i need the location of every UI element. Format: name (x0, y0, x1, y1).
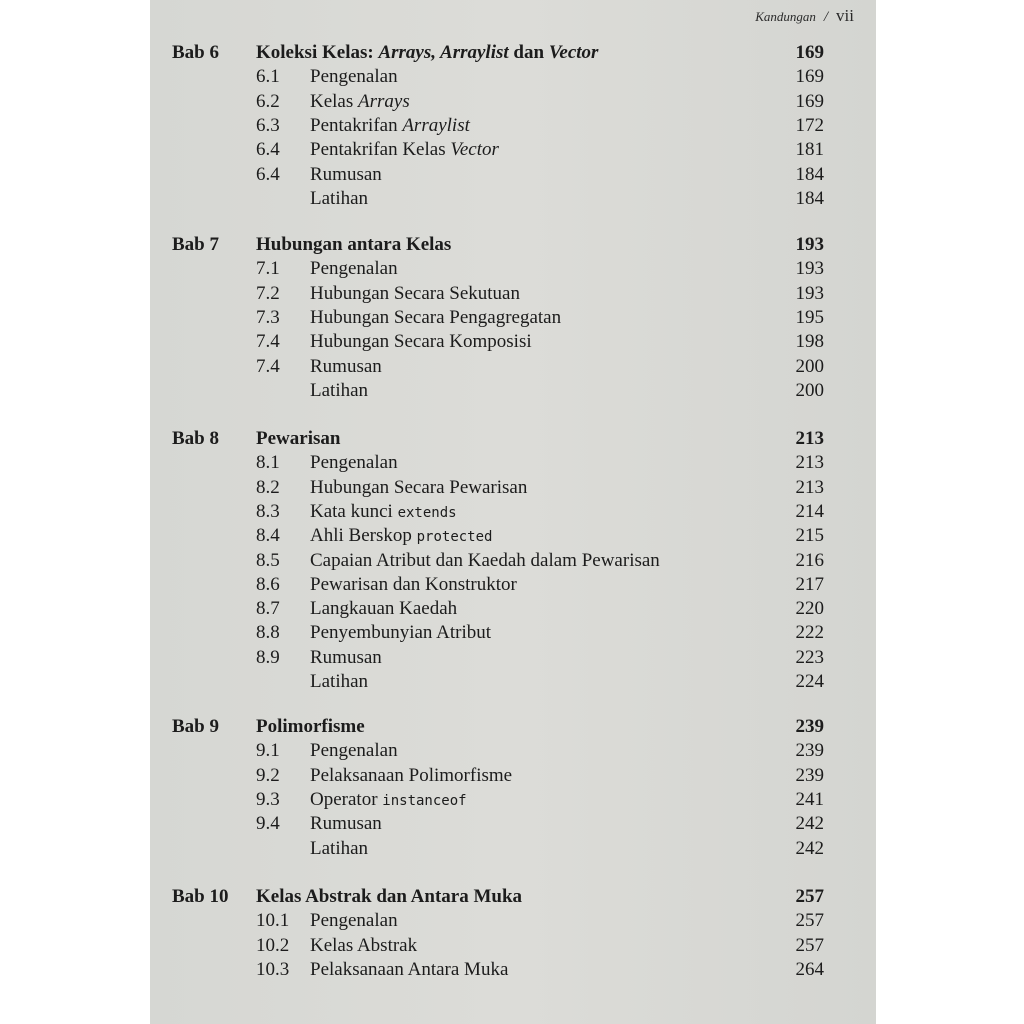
section-row (150, 283, 876, 309)
section-page: 241 (795, 788, 824, 810)
section-number: 10.2 (256, 934, 290, 956)
section-number: 8.6 (256, 573, 280, 595)
section-page: 193 (795, 282, 824, 304)
chapter-row (150, 716, 876, 742)
section-page: 242 (795, 837, 824, 859)
title-text: Langkauan Kaedah (310, 598, 458, 620)
title-text: Capaian Atribut dan Kaedah dalam Pewarisan (310, 549, 660, 571)
section-page: 193 (795, 258, 824, 280)
section-title (310, 66, 398, 88)
section-page: 216 (795, 549, 824, 571)
section-page: 214 (795, 500, 824, 522)
chapter-title (256, 428, 340, 450)
exercise-row (150, 188, 876, 214)
section-number: 9.4 (256, 813, 280, 835)
section-page: 200 (795, 355, 824, 377)
chapter-title (256, 716, 365, 738)
section-title (310, 935, 417, 957)
section-page: 224 (795, 671, 824, 692)
section-row (150, 550, 876, 576)
title-text: Rumusan (310, 355, 382, 377)
title-text: Rumusan (310, 813, 382, 835)
section-row (150, 115, 876, 141)
title-text: Latihan (310, 671, 369, 692)
section-number: 10.3 (256, 958, 290, 980)
chapter-page: 213 (795, 428, 824, 449)
title-text: Polimorfisme (256, 716, 365, 737)
chapter-page: 257 (795, 886, 824, 907)
code-keyword: extends (397, 504, 457, 521)
section-title (310, 910, 398, 932)
section-title (310, 959, 508, 981)
section-title (310, 813, 382, 835)
title-text: Koleksi Kelas: (256, 42, 379, 63)
section-page: 169 (795, 90, 824, 112)
section-page: 220 (795, 598, 824, 620)
section-number: 6.4 (256, 139, 280, 161)
section-title (310, 740, 398, 762)
section-title (310, 452, 398, 474)
section-number: 7.3 (256, 306, 280, 328)
section-title (310, 671, 368, 693)
section-row (150, 91, 876, 117)
section-number: 8.3 (256, 500, 280, 522)
section-title (310, 647, 382, 669)
title-text: Latihan (310, 837, 369, 859)
section-page: 223 (795, 646, 824, 668)
running-head-page: vii (836, 6, 854, 25)
section-page: 181 (795, 139, 824, 161)
title-text: Kelas Abstrak (310, 934, 418, 956)
section-row (150, 164, 876, 190)
section-title (310, 598, 457, 620)
section-number: 10.1 (256, 910, 290, 932)
section-row (150, 501, 876, 527)
section-title (310, 115, 470, 137)
section-title (310, 331, 532, 353)
title-text: Penyembunyian Atribut (310, 622, 492, 644)
section-number: 8.9 (256, 646, 280, 668)
title-text: Operator (310, 788, 383, 810)
chapter-title (256, 234, 451, 256)
section-number: 8.2 (256, 476, 280, 498)
title-text: Pengenalan (310, 910, 398, 932)
title-text: Pentakrifan Kelas (310, 139, 451, 161)
section-title (310, 356, 382, 378)
section-row (150, 356, 876, 382)
title-text: Kata kunci (310, 500, 398, 522)
section-row (150, 813, 876, 839)
section-title (310, 501, 457, 523)
title-text: Pewarisan (256, 428, 341, 449)
title-text: Ahli Berskop (310, 525, 417, 547)
chapter-label: Bab 8 (172, 428, 219, 449)
section-page: 184 (795, 187, 824, 209)
title-text: Hubungan Secara Pewarisan (310, 476, 528, 498)
section-title (310, 550, 660, 572)
section-page: 239 (795, 764, 824, 786)
title-text: Latihan (310, 187, 369, 209)
section-row (150, 647, 876, 673)
section-page: 264 (795, 958, 824, 980)
chapter-row (150, 886, 876, 912)
running-head-separator: / (823, 9, 829, 25)
title-text: Hubungan antara Kelas (256, 234, 452, 255)
section-number: 6.2 (256, 90, 280, 112)
title-text: Pewarisan dan Konstruktor (310, 573, 517, 595)
section-row (150, 910, 876, 936)
title-text: Pelaksanaan Antara Muka (310, 958, 509, 980)
section-number: 6.3 (256, 114, 280, 136)
chapter-row (150, 42, 876, 68)
section-number: 6.4 (256, 163, 280, 185)
section-number: 8.7 (256, 598, 280, 620)
section-row (150, 66, 876, 92)
code-keyword: instanceof (382, 792, 467, 809)
title-text: Arrays, Arraylist (378, 42, 509, 63)
section-page: 213 (795, 476, 824, 498)
section-number: 8.5 (256, 549, 280, 571)
section-page: 213 (795, 452, 824, 474)
title-text: Vector (548, 42, 599, 63)
exercise-row (150, 838, 876, 864)
section-number: 7.2 (256, 282, 280, 304)
section-row (150, 477, 876, 503)
section-number: 7.4 (256, 331, 280, 353)
section-title (310, 188, 368, 210)
section-row (150, 935, 876, 961)
section-row (150, 789, 876, 815)
code-keyword: protected (416, 529, 493, 546)
chapter-title (256, 42, 598, 64)
section-title (310, 258, 398, 280)
section-title (310, 283, 520, 305)
chapter-row (150, 428, 876, 454)
running-head (755, 6, 854, 26)
running-head-title: Kandungan (755, 9, 816, 24)
section-row (150, 959, 876, 985)
section-row (150, 331, 876, 357)
section-page: 257 (795, 910, 824, 932)
section-page: 195 (795, 306, 824, 328)
title-text: Kelas (310, 90, 359, 112)
section-page: 198 (795, 331, 824, 353)
section-row (150, 258, 876, 284)
section-row (150, 452, 876, 478)
section-title (310, 380, 368, 402)
section-page: 217 (795, 573, 824, 595)
chapter-label: Bab 6 (172, 42, 219, 63)
section-page: 222 (795, 622, 824, 644)
section-row (150, 622, 876, 648)
chapter-label: Bab 7 (172, 234, 219, 255)
title-text: Pengenalan (310, 258, 398, 280)
section-page: 242 (795, 813, 824, 835)
chapter-label: Bab 9 (172, 716, 219, 737)
section-page: 169 (795, 66, 824, 88)
section-page: 257 (795, 934, 824, 956)
chapter-title (256, 886, 522, 908)
exercise-row (150, 380, 876, 406)
section-title (310, 574, 517, 596)
title-text: Rumusan (310, 646, 382, 668)
title-text: Pengenalan (310, 66, 398, 88)
section-number: 8.8 (256, 622, 280, 644)
chapter-page: 169 (795, 42, 824, 63)
title-text: Pengenalan (310, 452, 398, 474)
chapter-row (150, 234, 876, 260)
title-text: Hubungan Secara Sekutuan (310, 282, 520, 304)
section-page: 239 (795, 740, 824, 762)
section-title (310, 789, 467, 811)
section-title (310, 622, 491, 644)
section-number: 7.1 (256, 258, 280, 280)
chapter-page: 193 (795, 234, 824, 255)
section-title (310, 307, 561, 329)
title-text: Rumusan (310, 163, 382, 185)
title-text: Vector (450, 139, 499, 161)
section-page: 172 (795, 114, 824, 136)
title-text: Pentakrifan (310, 114, 403, 136)
title-text: Pengenalan (310, 740, 398, 762)
chapter-page: 239 (795, 716, 824, 737)
title-text: Pelaksanaan Polimorfisme (310, 764, 513, 786)
section-row (150, 307, 876, 333)
section-title (310, 838, 368, 860)
section-title (310, 765, 512, 787)
section-row (150, 740, 876, 766)
title-text: Hubungan Secara Komposisi (310, 331, 532, 353)
section-title (310, 91, 410, 113)
title-text: Hubungan Secara Pengagregatan (310, 306, 562, 328)
section-page: 215 (795, 525, 824, 547)
section-page: 184 (795, 163, 824, 185)
section-title (310, 525, 492, 547)
section-row (150, 574, 876, 600)
chapter-label: Bab 10 (172, 886, 229, 907)
title-text: Kelas Abstrak dan Antara Muka (256, 886, 523, 907)
section-row (150, 525, 876, 551)
toc-page (150, 0, 876, 1024)
section-number: 9.2 (256, 764, 280, 786)
section-number: 8.1 (256, 452, 280, 474)
section-number: 7.4 (256, 355, 280, 377)
section-number: 8.4 (256, 525, 280, 547)
title-text: Latihan (310, 379, 369, 401)
section-number: 9.1 (256, 740, 280, 762)
title-text: Arraylist (402, 114, 470, 136)
title-text: dan (508, 42, 549, 63)
section-title (310, 164, 382, 186)
section-number: 9.3 (256, 788, 280, 810)
section-number: 6.1 (256, 66, 280, 88)
section-row (150, 598, 876, 624)
title-text: Arrays (358, 90, 410, 112)
section-row (150, 139, 876, 165)
exercise-row (150, 671, 876, 697)
section-page: 200 (795, 379, 824, 401)
section-row (150, 765, 876, 791)
section-title (310, 139, 499, 161)
section-title (310, 477, 527, 499)
